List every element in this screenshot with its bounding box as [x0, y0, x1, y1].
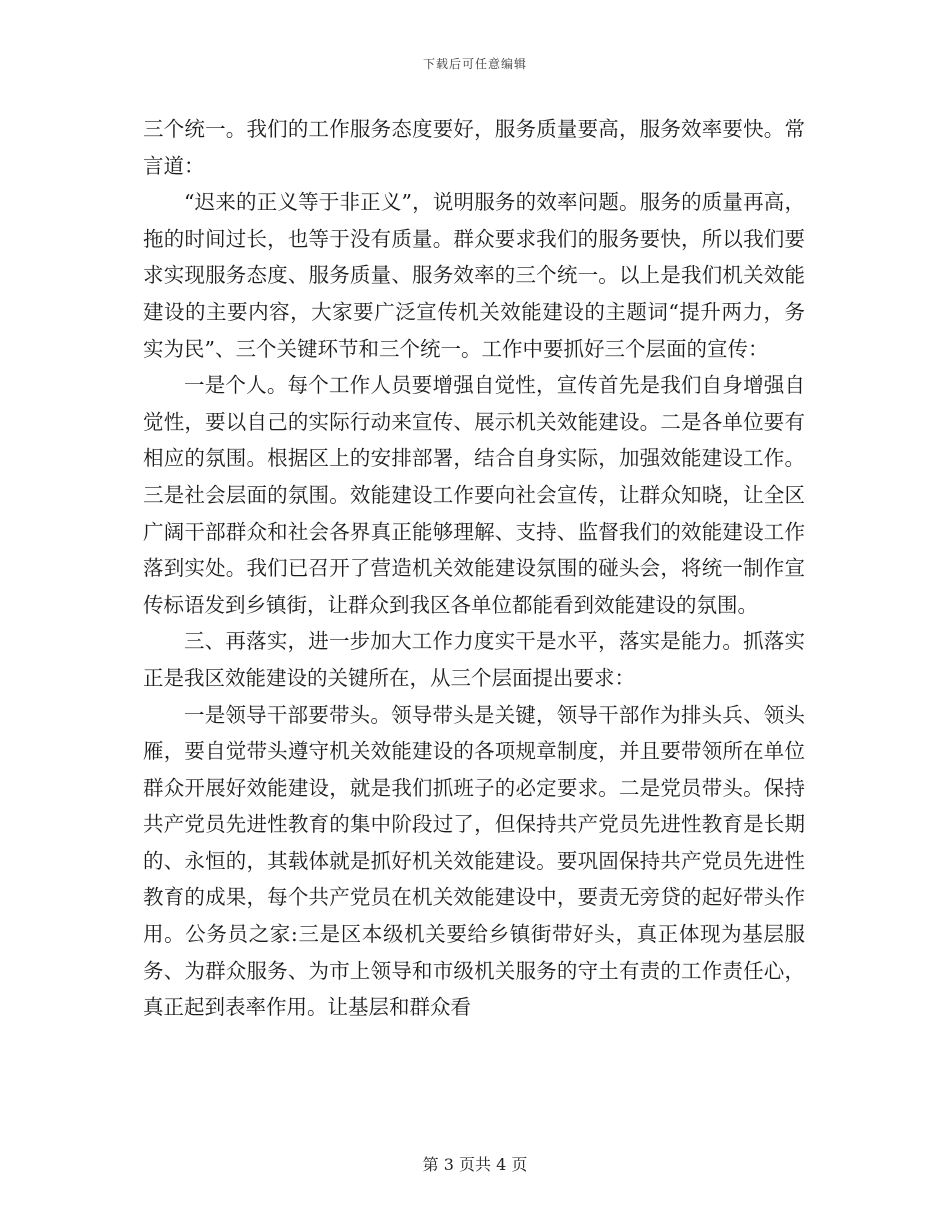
paragraph: 一是领导干部要带头。领导带头是关键，领导干部作为排头兵、领头雁，要自觉带头遵守机关效能建设的各项规章制度，并且要带领所在单位群众开展好效能建设，就是我们抓班子的必定要求。二是党员带头。保持共产党员先进性教育的集中阶段过了，但保持共产党员先进性教育是长期的、永恒的，其载体就是抓好机关效能建设。要巩固保持共产党员先进性教育的成果，每个共产党员在机关效能建设中，要责无旁贷的起好带头作用。公务员之家:三是区本级机关要给乡镇街带好头，真正体现为基层服务、为群众服务、为市上领导和市级机关服务的守土有责的工作责任心，真正起到表率作用。让基层和群众看 — [143, 702, 805, 1020]
paragraph: 三、再落实，进一步加大工作力度实干是水平，落实是能力。抓落实正是我区效能建设的关键所在，从三个层面提出要求： — [143, 629, 805, 690]
paragraph: 一是个人。每个工作人员要增强自觉性，宣传首先是我们自身增强自觉性，要以自己的实际行动来宣传、展示机关效能建设。二是各单位要有相应的氛围。根据区上的安排部署，结合自身实际，加强效能建设工作。三是社会层面的氛围。效能建设工作要向社会宣传，让群众知晓，让全区广阔干部群众和社会各界真正能够理解、支持、监督我们的效能建设工作落到实处。我们已召开了营造机关效能建设氛围的碰头会，将统一制作宣传标语发到乡镇街，让群众到我区各单位都能看到效能建设的氛围。 — [143, 373, 805, 617]
document-body — [143, 111, 805, 1026]
paragraph-continuation: 三个统一。我们的工作服务态度要好，服务质量要高，服务效率要快。常言道： — [143, 117, 805, 178]
page-header-note: 下载后可任意编辑 — [422, 57, 527, 71]
page-number-footer: 第 3 页共 4 页 — [422, 1155, 528, 1174]
paragraph: “迟来的正义等于非正义”，说明服务的效率问题。服务的质量再高，拖的时间过长，也等于没有质量。群众要求我们的服务要快，所以我们要求实现服务态度、服务质量、服务效率的三个统一。以上是我们机关效能建设的主要内容，大家要广泛宣传机关效能建设的主题词“提升两力，务实为民”、三个关键环节和三个统一。工作中要抓好三个层面的宣传： — [143, 190, 805, 361]
